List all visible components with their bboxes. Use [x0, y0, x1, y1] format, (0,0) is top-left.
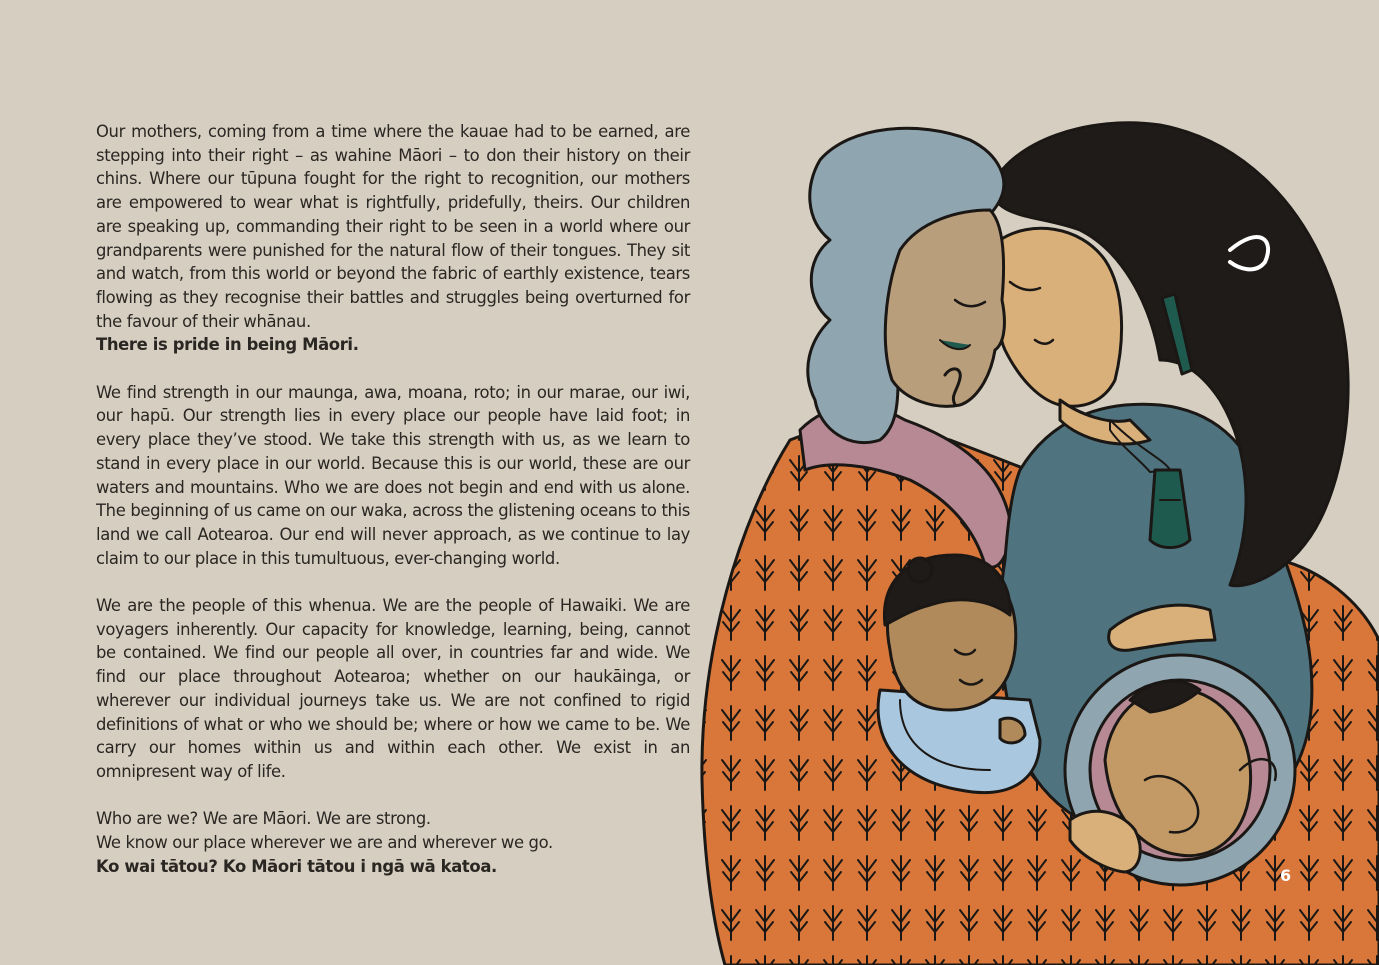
- paragraph-4-bold: Ko wai tātou? Ko Māori tātou i ngā wā katoa.: [96, 856, 497, 876]
- paragraph-3: We are the people of this whenua. We are the people of Hawaiki. We are voyagers inherently. Our capacity for knowledge, learning, being, cannot be contained. We find our people all over, in countries far and wide. We find our place throughout Aotearoa; whether on our haukāinga, or wherever our individual journeys take us. We are not confined to rigid definitions of what or who we should be; where or how we came to be. We carry our homes within us and within each other. We exist in an omnipresent way of life.: [96, 596, 690, 781]
- page-number: 6: [1280, 866, 1292, 885]
- body-text: [96, 120, 690, 902]
- paragraph-4-line-1: Who are we? We are Māori. We are strong.: [96, 809, 431, 829]
- paragraph-1: [96, 120, 690, 357]
- family-illustration: [690, 100, 1379, 965]
- paragraph-1-text: Our mothers, coming from a time where the kauae had to be earned, are stepping into their right – as wahine Māori – to don their history on their chins. Where our tūpuna fought for the right to recognition, our mothers are empowered to wear what is rightfully, pridefully, theirs. Our children are speaking up, commanding their right to be seen in a world where our grandparents were punished for the natural flow of their tongues. They sit and watch, from this world or beyond the fabric of earthly existence, tears flowing as they recognise their battles and struggles being overturned for the favour of their whānau.: [96, 122, 690, 331]
- paragraph-2: We find strength in our maunga, awa, moana, roto; in our marae, our iwi, our hapū. Our strength lies in every place our people have laid foot; in every place they’ve stood. We take this strength with us, as we learn to stand in every place in our world. Because this is our world, these are our waters and mountains. Who we are does not begin and end with us alone. The beginning of us came on our waka, across the glistening oceans to this land we call Aotearoa. Our end will never approach, as we continue to lay claim to our place in this tumultuous, ever-changing world.: [96, 382, 690, 568]
- mother-face: [996, 228, 1121, 406]
- paragraph-1-bold: There is pride in being Māori.: [96, 335, 359, 355]
- paragraph-4: [96, 807, 690, 878]
- paragraph-4-line-2: We know our place wherever we are and wherever we go.: [96, 833, 553, 853]
